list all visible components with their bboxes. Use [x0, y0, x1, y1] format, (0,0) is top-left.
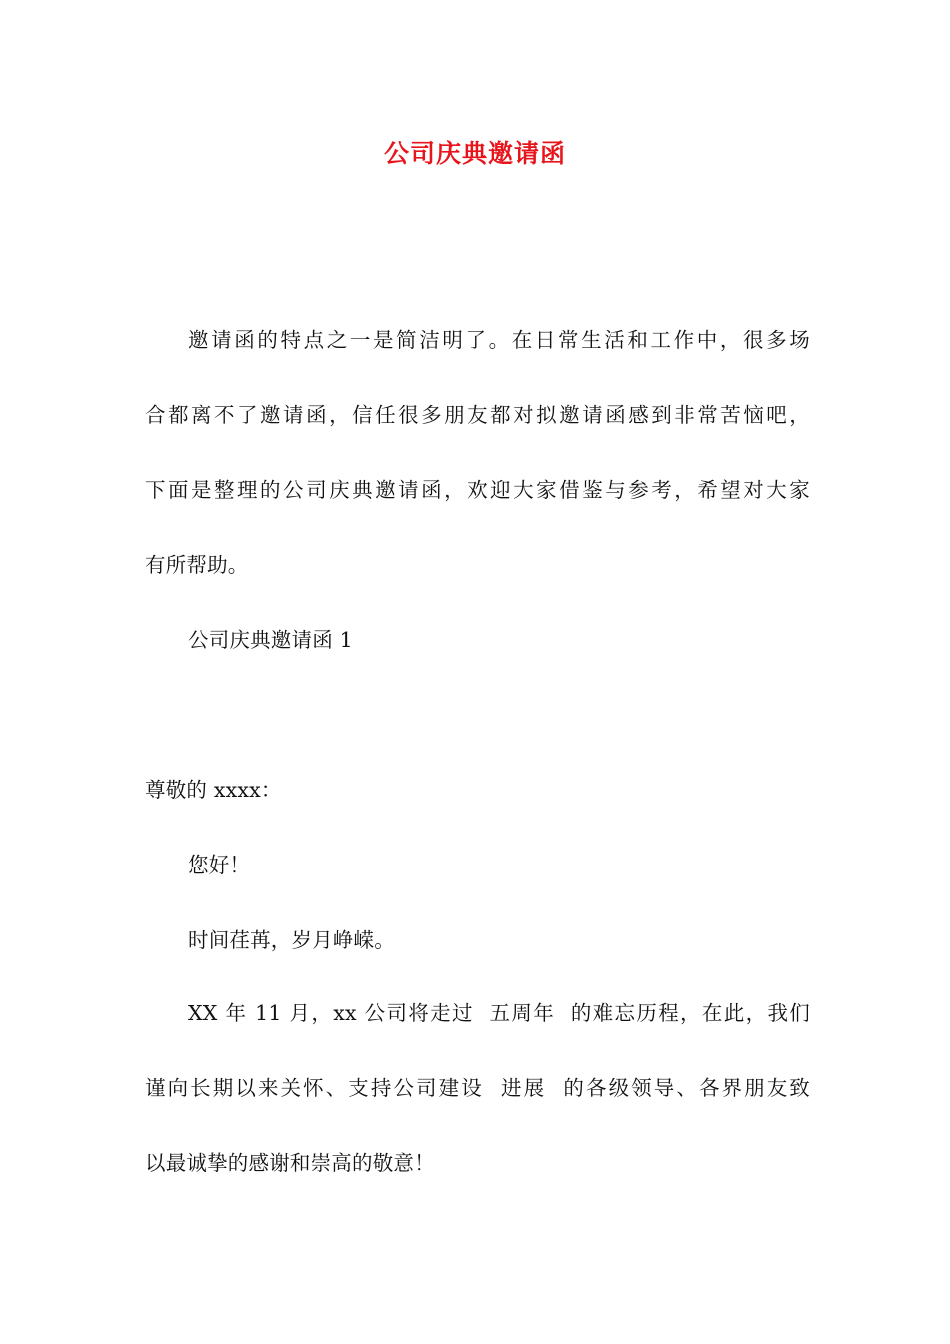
body-line-2: 谨向长期以来关怀、支持公司建设 进展 的各级领导、各界朋友致	[145, 1076, 810, 1100]
body-line-1: XX 年 11 月，xx 公司将走过 五周年 的难忘历程，在此，我们	[188, 1001, 810, 1025]
intro-line-4: 有所帮助。	[145, 553, 249, 577]
intro-line-1: 邀请函的特点之一是简洁明了。在日常生活和工作中，很多场	[188, 328, 810, 352]
intro-line-3: 下面是整理的公司庆典邀请函，欢迎大家借鉴与参考，希望对大家	[145, 478, 810, 502]
salutation: 尊敬的 xxxx：	[145, 778, 282, 802]
greeting: 您好！	[188, 853, 251, 877]
section-heading: 公司庆典邀请函 1	[188, 628, 353, 652]
body-line-3: 以最诚挚的感谢和崇高的敬意！	[145, 1151, 435, 1175]
intro-line-2: 合都离不了邀请函，信任很多朋友都对拟邀请函感到非常苦恼吧，	[145, 403, 810, 427]
time-line: 时间荏苒，岁月峥嵘。	[188, 928, 395, 952]
document-title: 公司庆典邀请函	[383, 139, 566, 168]
